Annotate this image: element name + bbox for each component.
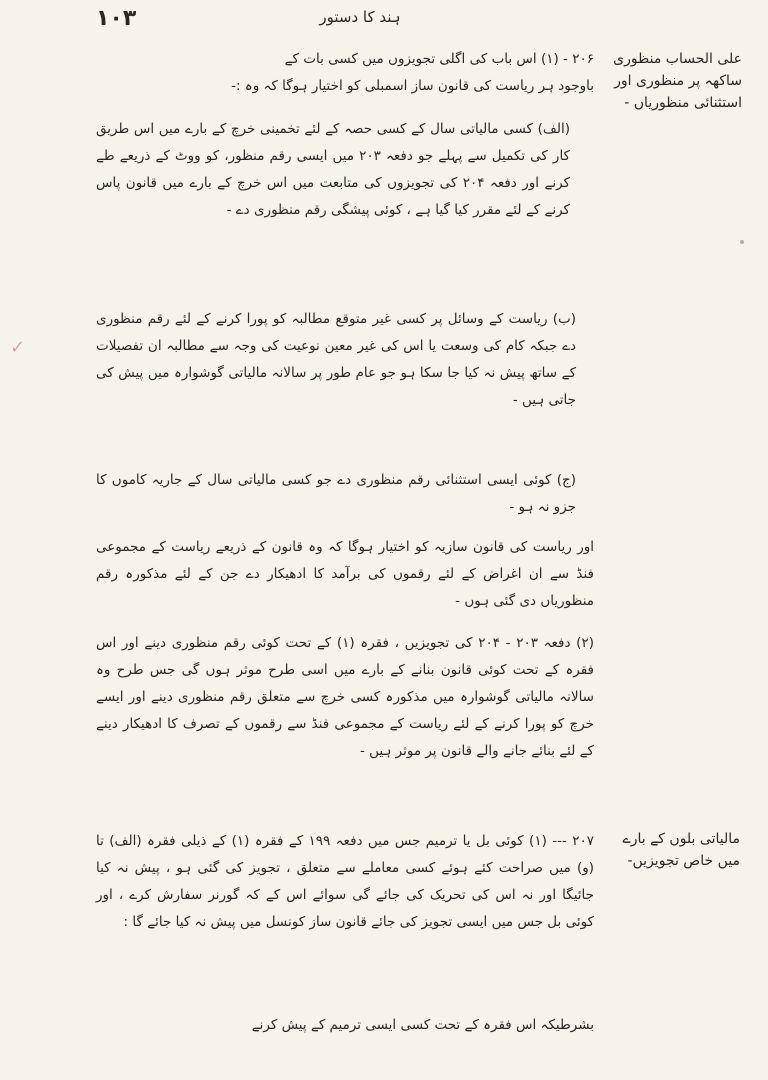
section-207-clause-1: ۲۰۷ --- (۱) کوئی بل یا ترمیم جس میں دفعہ ۱۹۹ کے فقرہ (۱) کے ذیلی فقرہ (الف) تا (و) میں صراحت کئے ہوئے کسی معاملے سے متعلق ، تجویز کی گئی ہو ، پیش نہ کیا جائیگا اور نہ اس کی تحریک کی جائے گی سوائے اس کے کہ گورنر سفارش کرے ، اور کوئی بل جس میں ایسی تجویز کی جائے قانون ساز کونسل میں پیش نہ کیا جائے گا : (96, 833, 594, 930)
clause-a: (الف) کسی مالیاتی سال کے کسی حصہ کے لئے تخمینی خرچ کے بارے میں اس طریق کار کی تکمیل سے پہلے جو دفعہ ۲۰۳ میں ایسی رقم منظور، کو ووٹ کے ذریعے طے کرنے اور دفعہ ۲۰۴ کی تجویزوں کی متابعت میں اس خرچ کے بارے میں قانون پاس کرنے کے لئے مقرر کیا گیا ہے ، کوئی پیشگی رقم منظوری دے - (96, 121, 570, 218)
margin-note-interim-grants: علی الحساب منظوری ساکھہ پر منظوری اور استثنائی منظوریاں - (613, 51, 742, 111)
margin-dot-mark (740, 240, 744, 244)
page-number: ۱۰۳ (96, 6, 137, 31)
margin-tick-mark: ✓ (10, 337, 26, 358)
section-206-intro (96, 46, 594, 100)
clause-c: (ج) کوئی ایسی استثنائی رقم منظوری دے جو کسی مالیاتی سال کے جاریہ کاموں کا جزو نہ ہو - (96, 472, 576, 515)
running-title: ہند کا دستور (319, 8, 401, 26)
margin-note-financial-bills: مالیاتی بلوں کے بارے میں خاص تجویزیں- (622, 831, 740, 869)
intro-line-1: ۲۰۶ - (۱) اس باب کی اگلی تجویزوں میں کسی بات کے (284, 51, 594, 67)
paragraph-legislature-authority: اور ریاست کی قانون سازیہ کو اختیار ہوگا کہ وہ قانون کے ذریعے ریاست کے مجموعی فنڈ سے ان اغراض کے لئے رقموں کی برآمد کا ادھیکار دے جن کے لئے مذکورہ رقم منظوریاں دی گئی ہوں - (96, 539, 594, 609)
intro-line-2: باوجود ہر ریاست کی قانون ساز اسمبلی کو اختیار ہوگا کہ وہ :- (231, 78, 594, 94)
section-206-clause-2: (۲) دفعہ ۲۰۳ - ۲۰۴ کی تجویزیں ، فقرہ (۱) کے تحت کوئی رقم منظوری دینے اور اس فقرہ کے تحت کوئی قانون بنانے کے بارے میں اسی طرح موثر ہوں گی جس طرح وہ سالانہ مالیاتی گوشوارہ میں مذکورہ کسی خرچ سے متعلق رقم منظوری دینے اور ایسے خرچ کو پورا کرنے کے لئے ریاست کے مجموعی فنڈ سے رقموں کے تصرف کا ادھیکار دینے کے لئے بنائے جانے والے قانون پر موثر ہیں - (96, 635, 594, 759)
clause-b: (ب) ریاست کے وسائل پر کسی غیر متوقع مطالبہ کو پورا کرنے کے لئے رقم منظوری دے جبکہ کام کی وسعت یا اس کی غیر معین نوعیت کی وجہ سے مطالبہ ان تفصیلات کے ساتھ پیش نہ کیا جا سکا ہو جو عام طور پر سالانہ مالیاتی گوشوارہ میں پیش کی جاتی ہیں - (96, 311, 576, 408)
proviso-line: بشرطیکہ اس فقرہ کے تحت کسی ایسی ترمیم کے پیش کرنے (251, 1017, 594, 1033)
